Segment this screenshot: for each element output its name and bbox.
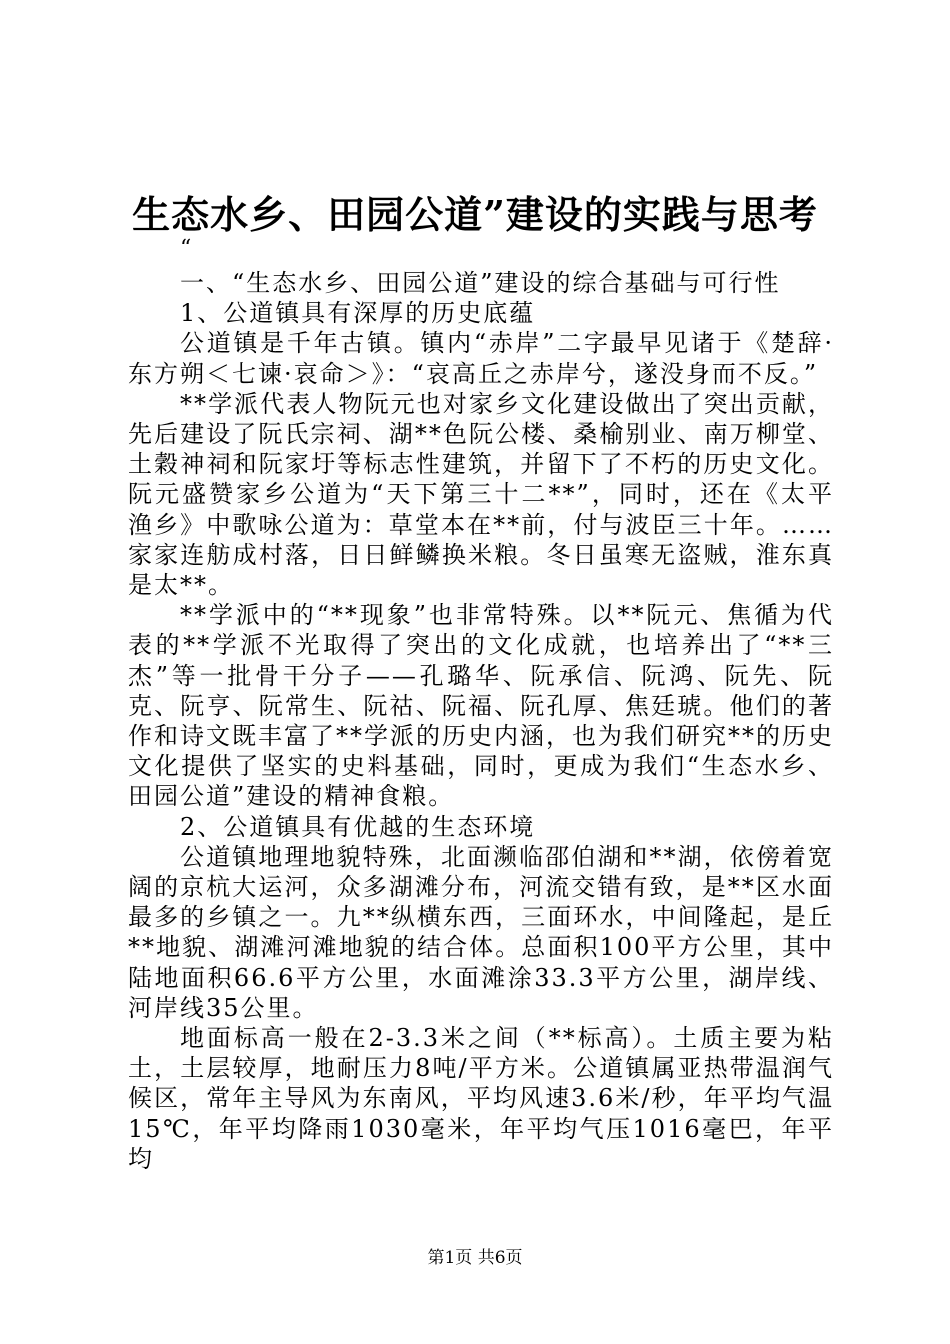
paragraph: 公道镇地理地貌特殊，北面濒临邵伯湖和**湖，依傍着宽阔的京杭大运河，众多湖滩分布，河流交错有致，是**区水面最多的乡镇之一。九**纵横东西，三面环水，中间隆起，是丘**地貌、湖滩河滩地貌的结合体。总面积100平方公里，其中陆地面积66.6平方公里，水面滩涂33.3平方公里，湖岸线、河岸线35公里。 [128, 842, 834, 1022]
stray-quote-mark: “ [180, 236, 192, 261]
document-title: 生态水乡、田园公道”建设的实践与思考 [132, 192, 818, 237]
paragraph: **学派中的“**现象”也非常特殊。以**阮元、焦循为代表的**学派不光取得了突出的文化成就，也培养出了“**三杰”等一批骨干分子——孔璐华、阮承信、阮鸿、阮先、阮克、阮亨、阮常生、阮祜、阮福、阮孔厚、焦廷琥。他们的著作和诗文既丰富了**学派的历史内涵，也为我们研究**的历史文化提供了坚实的史料基础，同时，更成为我们“生态水乡、田园公道”建设的精神食粮。 [128, 601, 834, 811]
paragraph: 地面标高一般在2-3.3米之间（**标高）。土质主要为粘土，土层较厚，地耐压力8吨/平方米。公道镇属亚热带温润气候区，常年主导风为东南风，平均风速3.6米/秒，年平均气温15℃，年平均降雨1030毫米，年平均气压1016毫巴，年平均 [128, 1024, 834, 1173]
page-footer: 第1页 共6页 [427, 1248, 523, 1268]
section-heading-1: 一、“生态水乡、田园公道”建设的综合基础与可行性 [180, 269, 781, 297]
paragraph: **学派代表人物阮元也对家乡文化建设做出了突出贡献，先后建设了阮氏宗祠、湖**色阮公楼、桑榆别业、南万柳堂、土穀神祠和阮家圩等标志性建筑，并留下了不朽的历史文化。阮元盛赞家乡公道为“天下第三十二**”，同时，还在《太平渔乡》中歌咏公道为：草堂本在**前，付与波臣三十年。……家家连舫成村落，日日鲜鳞换米粮。冬日虽寒无盗贼，淮东真是太**。 [128, 389, 834, 600]
subsection-heading-2: 2、公道镇具有优越的生态环境 [180, 812, 536, 841]
document-body [128, 268, 834, 1174]
paragraph: 公道镇是千年古镇。镇内“赤岸”二字最早见诸于《楚辞·东方朔＜七谏·哀命＞》：“哀高丘之赤岸兮，遂没身而不反。” [128, 329, 834, 388]
subsection-heading-1: 1、公道镇具有深厚的历史底蕴 [180, 299, 536, 328]
